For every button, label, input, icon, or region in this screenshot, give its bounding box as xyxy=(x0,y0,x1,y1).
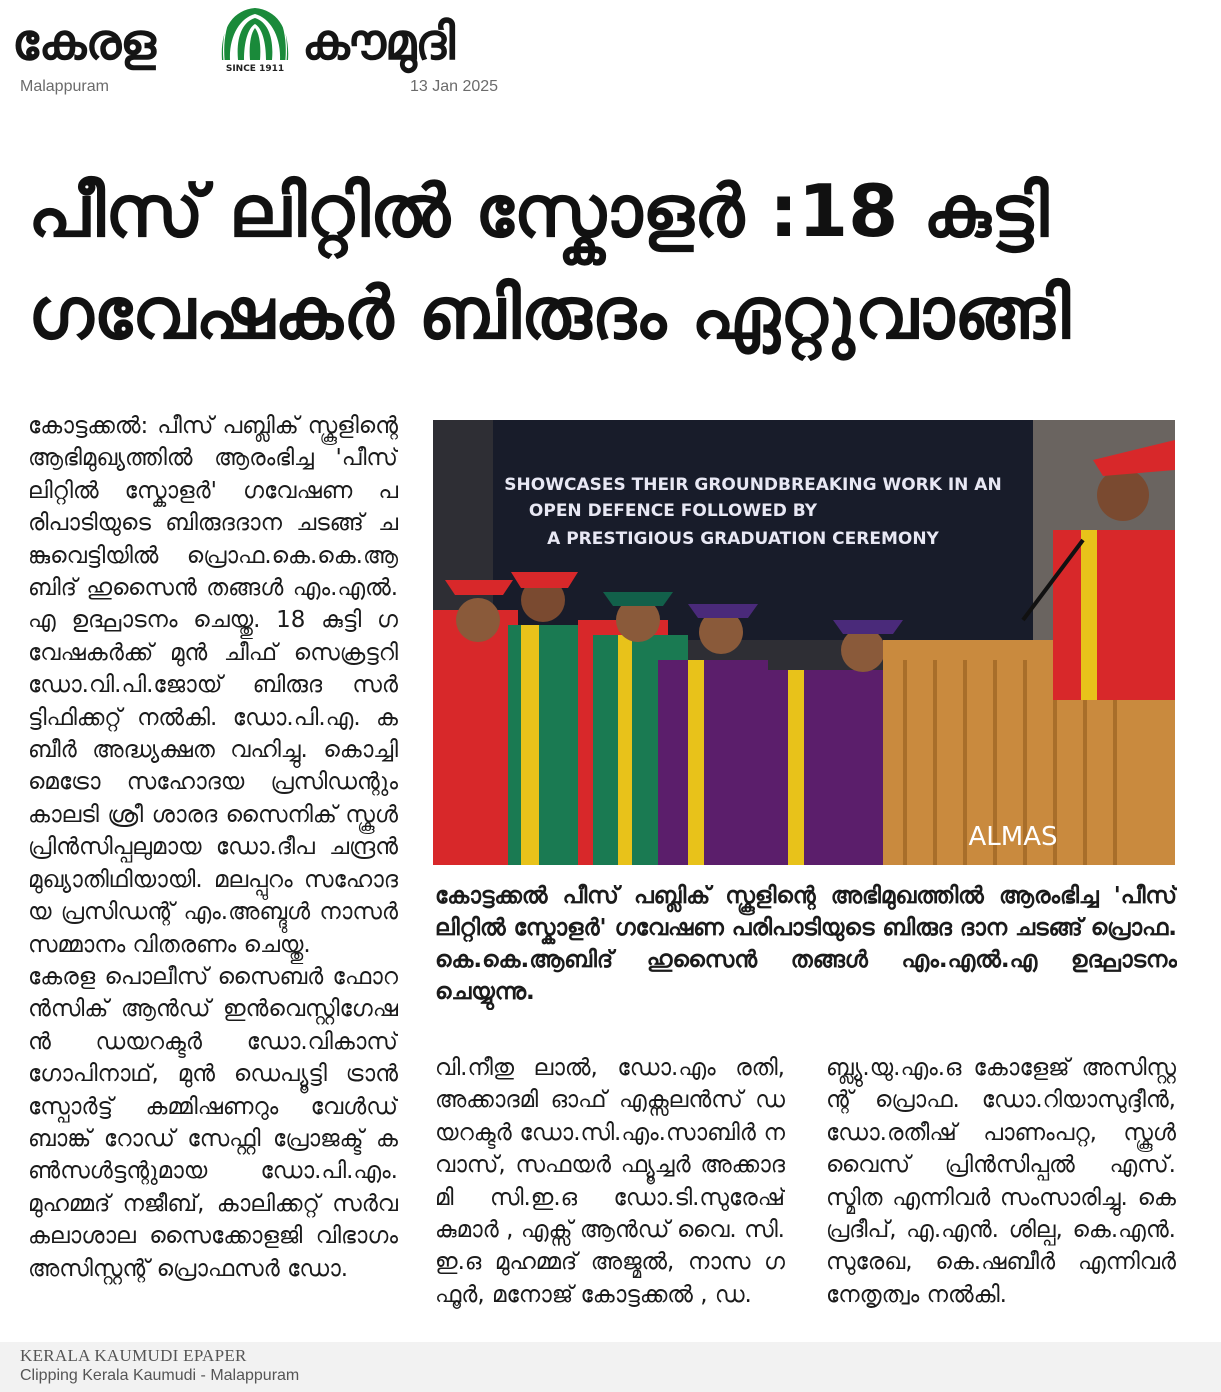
footer-title: KERALA KAUMUDI EPAPER xyxy=(20,1346,247,1365)
emblem-logo xyxy=(214,4,296,80)
screen-text-line-1: SHOWCASES THEIR GROUNDBREAKING WORK IN AN xyxy=(504,475,1002,495)
brand-name-left: കേരള xyxy=(12,13,155,71)
headline-line-2: ഗവേഷകർ ബിരുദം ഏറ്റുവാങ്ങി xyxy=(28,271,1071,355)
masthead xyxy=(12,4,512,80)
graduate-figure xyxy=(658,660,768,865)
lotus-icon xyxy=(214,4,296,64)
graduation-ceremony-image xyxy=(433,420,1175,865)
publication-date: 13 Jan 2025 xyxy=(410,78,499,95)
screen-text-line-2: OPEN DEFENCE FOLLOWED BY xyxy=(528,501,818,521)
article-column-2: വി.നീതു ലാൽ, ഡോ.എം രതി, അക്കാദമി ഓഫ് എക്സലൻസ് ഡയറക്ടർ ഡോ.സി.എം.സാബിർ നവാസ്, സഫയർ ഫ്യൂച്ചർ അക്കാദമി സി.ഇ.ഒ ഡോ.ടി.സുരേഷ് കുമാർ , എക്സ് ആൻഡ് വൈ. സി.ഇ.ഒ മുഹമ്മദ് അജ്മൽ, നാസ ഗഫൂർ, മനോജ് കോട്ടക്കൽ , ഡ. xyxy=(435,1055,785,1308)
footer-bar xyxy=(0,1342,1221,1392)
article-paragraph-2: കേരള പൊലീസ് സൈബർ ഫോറൻസിക് ആൻഡ് ഇൻവെസ്റ്റിഗേഷൻ ഡയറക്ടർ ഡോ.വികാസ് ഗോപിനാഥ്, മുൻ ഡെപ്യൂട്ടി ട്രാൻസ്പോർട്ട് കമ്മിഷണറും വേൾഡ് ബാങ്ക് റോഡ് സേഫ്റ്റി പ്രോജക്ട് കൺസൾട്ടന്റുമായ ഡോ.പി.എം. മുഹമ്മദ് നജീബ്, കാലിക്കറ്റ് സർവകലാശാല സൈക്കോളജി വിഭാഗം അസിസ്റ്റന്റ് പ്രൊഫസർ ഡോ. xyxy=(28,963,398,1282)
photo-caption: കോട്ടക്കൽ പീസ് പബ്ലിക് സ്കൂളിന്റെ അഭിമുഖത്തിൽ ആരംഭിച്ച 'പീസ് ലിറ്റിൽ സ്കോളർ' ഗവേഷണ പരിപാടിയുടെ ബിരുദ ദാന ചടങ്ങ് പ്രൊഫ.കെ.കെ.ആബിദ് ഹുസൈൻ തങ്ങൾ എം.എൽ.എ ഉദ്ഘാടനം ചെയ്യുന്നു. xyxy=(435,883,1177,1005)
brand-name-right: കൗമുദി xyxy=(302,13,455,71)
edition-label: Malappuram xyxy=(20,78,109,95)
since-label: SINCE 1911 xyxy=(225,64,285,74)
footer-subtitle: Clipping Kerala Kaumudi - Malappuram xyxy=(20,1367,300,1384)
article-paragraph-1: കോട്ടക്കൽ: പീസ് പബ്ലിക് സ്കൂളിന്റെ ആഭിമുഖ്യത്തിൽ ആരംഭിച്ച 'പീസ് ലിറ്റിൽ സ്കോളർ' ഗവേഷണ പരിപാടിയുടെ ബിരുദദാന ചടങ്ങ് ചങ്കുവെട്ടിയിൽ പ്രൊഫ.കെ.കെ.ആബിദ് ഹുസൈൻ തങ്ങൾ എം.എൽ.എ ഉദ്ഘാടനം ചെയ്തു. 18 കുട്ടി ഗവേഷകർക്ക് മുൻ ചീഫ് സെക്രട്ടറി ഡോ.വി.പി.ജോയ് ബിരുദ സർട്ടിഫിക്കറ്റ് നൽകി. ഡോ.പി.എ. കബീർ അദ്ധ്യക്ഷത വഹിച്ചു. കൊച്ചി മെട്രോ സഹോദയ പ്രസിഡന്റും കാലടി ശ്രീ ശാരദ സൈനിക് സ്കൂൾ പ്രിൻസിപ്പലുമായ ഡോ.ദീപ ചന്ദ്രൻ മുഖ്യാതിഥിയായി. മലപ്പുറം സഹോദയ പ്രസിഡന്റ് എം.അബ്ദുൾ നാസർ സമ്മാനം വിതരണം ചെയ്തു. xyxy=(28,413,398,958)
article-column-1 xyxy=(28,410,398,1315)
headline xyxy=(28,160,1198,364)
article-column-3: ബ്ല്യു.യു.എം.ഒ കോളേജ് അസിസ്റ്റന്റ് പ്രൊഫ. ഡോ.റിയാസുദ്ദീൻ, ഡോ.രതീഷ് പാണംപറ്റ, സ്കൂൾ വൈസ് പ്രിൻസിപ്പൽ എസ്.സ്മിത എന്നിവർ സംസാരിച്ചു. കെ പ്രദീപ്, എ.എൻ. ശില്പ, കെ.എൻ. സുരേഖ, കെ.ഷബീർ എന്നിവർ നേതൃത്വം നൽകി. xyxy=(826,1055,1176,1308)
screen-text-line-3: A PRESTIGIOUS GRADUATION CEREMONY xyxy=(547,529,939,549)
headline-line-1: പീസ് ലിറ്റിൽ സ്കോളർ :18 കുട്ടി xyxy=(28,169,1049,253)
podium-brand-text: ALMAS xyxy=(968,822,1058,852)
news-photo xyxy=(433,420,1175,865)
graduate-figure xyxy=(433,610,518,865)
